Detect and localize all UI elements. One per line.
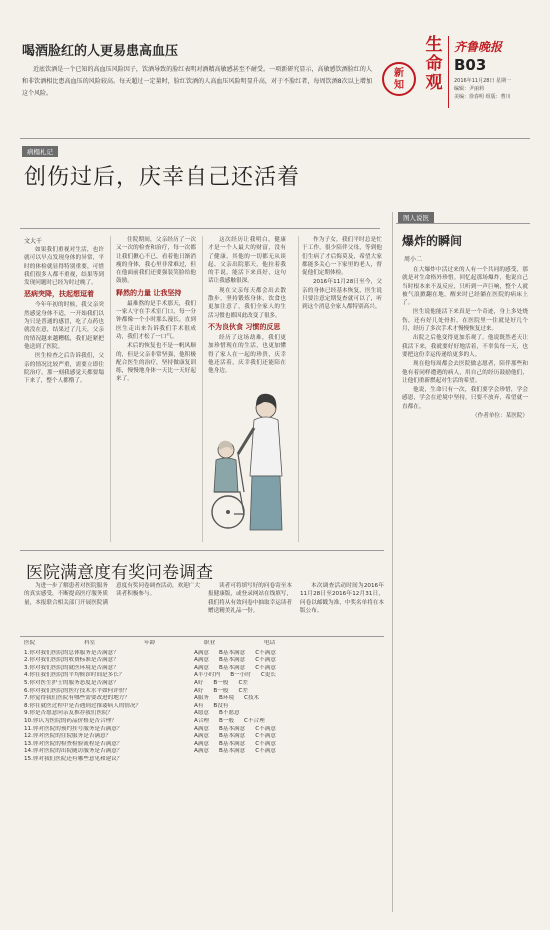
feature-author: 文大千 — [24, 238, 43, 245]
designer-credit: 美编：徐春明 组版：曹川 — [454, 94, 511, 100]
survey-question-row — [24, 703, 384, 711]
survey-question-row — [24, 665, 384, 673]
survey-question-row — [24, 748, 384, 756]
survey-question-text: 8.你在就医过程中是否遇到过推诿病人的情况？ — [24, 702, 142, 709]
survey-option[interactable]: B基本满意 — [219, 649, 246, 656]
issue-date: 2016年11月28日 星期一 — [454, 78, 512, 84]
survey-question-row — [24, 680, 384, 688]
illustration — [204, 380, 296, 540]
survey-option[interactable]: C不满意 — [255, 664, 276, 671]
survey-question-text: 15.你对我们医院还有哪些意见和建议？ — [24, 755, 123, 762]
photo-feature-headline: 爆炸的瞬间 — [402, 234, 463, 248]
survey-option[interactable]: A满意 — [194, 649, 210, 656]
survey-option[interactable]: C不满意 — [255, 725, 276, 732]
section-tag-essay: 病榻札记 — [22, 146, 58, 157]
masthead — [424, 36, 550, 136]
survey-option[interactable]: B一般 — [213, 679, 229, 686]
survey-question-row — [24, 695, 384, 703]
survey-question-row — [24, 718, 384, 726]
survey-top-rule — [20, 550, 384, 551]
survey-question-text: 12.你对医院的住院服务是否满意？ — [24, 733, 112, 740]
section-tag-photo: 图人说医 — [398, 212, 434, 223]
survey-question-text: 6.你对我们医院的医疗技术水平如何评价？ — [24, 687, 131, 694]
page-number: B03 — [454, 56, 487, 74]
survey-question-row — [24, 710, 384, 718]
survey-question-text: 1.你对我们医院的总体服务是否满意？ — [24, 649, 119, 656]
survey-option[interactable]: B基本满意 — [219, 725, 246, 732]
survey-option[interactable]: C差 — [238, 687, 248, 694]
field-department[interactable]: 科室 — [84, 640, 96, 646]
survey-option[interactable]: B没有 — [213, 702, 229, 709]
feature-column-4: 作为子女，我们平时总是忙于工作，很少陪伴父母，等到他们生病了才后悔莫及，希望大家都能多关心一下家里的老人，督促他们定期体检。 2016年11月28日至今，父亲的身体已经基本恢复，医生说只要注意定期复查就可以了，听到这个消息全家人都特别高兴。 — [302, 237, 382, 311]
survey-headline: 医院满意度有奖问卷调查 — [26, 563, 213, 583]
column-rule — [298, 236, 299, 542]
paper-name: 齐鲁晚报 — [454, 40, 503, 54]
survey-option[interactable]: B基本满意 — [219, 748, 246, 755]
survey-option[interactable]: B不愿意 — [219, 710, 240, 717]
survey-option[interactable]: A好 — [194, 679, 204, 686]
feature-rule — [20, 228, 380, 229]
survey-option[interactable]: A半小时内 — [194, 672, 221, 679]
survey-question-text: 3.你对我们医院的就医环境是否满意？ — [24, 664, 119, 671]
survey-form — [24, 640, 384, 764]
field-phone[interactable]: 电话 — [264, 640, 276, 646]
survey-option[interactable]: A好 — [194, 687, 204, 694]
survey-option[interactable]: B一般 — [219, 717, 235, 724]
survey-question-text: 9.你是否愿意向亲友推荐我们医院？ — [24, 710, 114, 717]
field-hospital[interactable]: 医院 — [24, 640, 36, 646]
survey-question-row — [24, 733, 384, 741]
survey-option[interactable]: B一般 — [213, 687, 229, 694]
survey-option[interactable]: C不满意 — [255, 649, 276, 656]
survey-option[interactable]: C不满意 — [255, 657, 276, 664]
survey-question-text: 7.你觉得我们医院有哪些需要改进的地方？ — [24, 695, 131, 702]
survey-option[interactable]: B基本满意 — [219, 657, 246, 664]
survey-form-rule — [20, 636, 384, 637]
field-occupation[interactable]: 职业 — [204, 640, 216, 646]
feature-subheading-3: 不为良伙食 习惯的反思 — [208, 322, 281, 331]
survey-option[interactable]: B基本满意 — [219, 733, 246, 740]
feature-column-1: 如果我们重视对生活，也许就可以早点发现身体的异常，平时的体检就显得特别重要，可惜我们很多人都不重视，结果等到发现问题时已经为时过晚了。 恶病突降，扶起想逗着 今年年初的时候，我父亲突然感觉身体不适，一开始我们以为只是普通的感冒，吃了点药也就没在意，结果过了几天，父亲的情况越来越糟糕，我们赶紧把他送到了医院。 医生检查之后告诉我们，父亲的情况比较严重，需要立即住院治疗，那一刻我感觉天都要塌下来了，整个人都懵了。 — [24, 247, 104, 385]
masthead-title: 生 命 观 — [425, 35, 443, 93]
sidebar-divider — [392, 212, 393, 912]
column-rule — [202, 236, 203, 542]
survey-question-text: 14.你对医院的出院随访服务是否满意？ — [24, 748, 123, 755]
survey-option[interactable]: C不满意 — [255, 748, 276, 755]
survey-question-text: 2.你对我们医院的收费标准是否满意？ — [24, 657, 119, 664]
survey-option[interactable]: C更长 — [260, 672, 276, 679]
survey-option[interactable]: C差 — [238, 679, 248, 686]
survey-option[interactable]: C不满意 — [255, 740, 276, 747]
masthead-divider — [448, 36, 449, 108]
photo-feature-body: 在大爆炸中活过来的人有一个共同的感受，那就是对生命格外珍惜。回忆起那场爆炸，他说自己当时根本来不及反应，只听到一声巨响，整个人就被气浪掀翻在地，醒来时已经躺在医院的病床上了。 医生说他能活下来真是一个奇迹，身上多处烧伤，还有好几处骨折，在医院里一住就是好几个月，经历了多次手术才慢慢恢复过来。 出院之后他变得更加乐观了，他说既然老天让我活下来，我就要好好地活着，不辜负每一天，也要把这份幸运传递给更多的人。 现在他每周都会去医院做志愿者，陪伴那些和他有着同样遭遇的病人，用自己的经历鼓励他们，让他们重新燃起对生活的希望。 他说，生命只有一次，我们要学会珍惜，学会感恩，学会在逆境中坚持，只要不放弃，希望就一直都在。 （作者单位：某医院） — [402, 267, 528, 420]
survey-question-row — [24, 650, 384, 658]
field-age[interactable]: 年龄 — [144, 640, 156, 646]
survey-option[interactable]: A满意 — [194, 664, 210, 671]
survey-option[interactable]: B环境 — [219, 695, 235, 702]
survey-option[interactable]: B基本满意 — [219, 664, 246, 671]
survey-question-text: 13.你对医院的检查检验流程是否满意？ — [24, 740, 123, 747]
survey-option[interactable]: B一小时 — [230, 672, 251, 679]
survey-option[interactable]: A服务 — [194, 695, 210, 702]
survey-header-row — [24, 640, 384, 648]
survey-option[interactable]: C技术 — [244, 695, 260, 702]
survey-option[interactable]: A满意 — [194, 740, 210, 747]
survey-question-row — [24, 741, 384, 749]
survey-question-row — [24, 672, 384, 680]
survey-option[interactable]: C不满意 — [255, 733, 276, 740]
top-article-headline: 喝酒脸红的人更易患高血压 — [22, 44, 179, 59]
top-article-body — [22, 64, 372, 101]
survey-question-list — [24, 650, 384, 764]
survey-intro: 为进一步了解患者对医院服务的真实感受，不断提高医疗服务质量，本报联合相关部门开展医院满意度有奖问卷调查活动，欢迎广大读者积极参与。 读者可将填写好的问卷寄至本报健康版，或登录网站在线填写，我们将从有效问卷中抽取幸运读者赠送精美礼品一份。 本次调查活动时间为2016年11月28日至2016年12月31日，问卷以邮戳为准，中奖名单将在本版公布。 — [24, 583, 384, 614]
feature-column-3: 这次经历让我明白，健康才是一个人最大的财富，没有了健康，其他的一切都无从谈起。父亲出院那天，他拉着我的手说，能活下来真好，这句话让我感触很深。 现在父亲每天都会出去散散步，坚持锻炼身体，饮食也更加注意了，我们全家人的生活习惯也都因此改变了很多。 不为良伙食 习惯的反思 经历了这场劫难，我们更加珍惜现在的生活，也更加懂得了家人在一起的珍贵，庆幸他还活着，庆幸我们还能陪在他身边。 — [208, 237, 286, 375]
survey-option[interactable]: C不合理 — [244, 717, 265, 724]
survey-question-row — [24, 657, 384, 665]
survey-question-row — [24, 688, 384, 696]
survey-option[interactable]: A满意 — [194, 748, 210, 755]
survey-option[interactable]: A愿意 — [194, 710, 210, 717]
survey-option[interactable]: A有 — [194, 702, 204, 709]
survey-option[interactable]: A满意 — [194, 733, 210, 740]
feature-column-2: 住院期间，父亲经历了一次又一次的检查和治疗，每一次都让我们揪心不已，看着他日渐消瘦的身体，我心里非常难过，但在他面前我们还要强装笑脸给他鼓励。 释然的力量 让我坚持 最难熬的是手术那天，我们一家人守在手术室门口，每一分钟都像一个小时那么漫长，直到医生走出来告诉我们手术很成功，我们才松了一口气。 术后的恢复也不是一帆风顺的，但是父亲非常坚强，他积极配合医生的治疗，坚持做康复训练，慢慢地身体一天比一天好起来了。 — [116, 237, 196, 383]
xin-zhi-badge: 新 知 — [382, 62, 416, 96]
survey-option[interactable]: A满意 — [194, 657, 210, 664]
column-rule — [110, 236, 111, 542]
survey-question-row — [24, 726, 384, 734]
survey-question-text: 5.你对医生护士的服务态度是否满意？ — [24, 679, 119, 686]
section-divider — [20, 138, 530, 139]
photo-feature-credit: （作者单位：某医院） — [472, 413, 528, 420]
feature-subheading-2: 释然的力量 让我坚持 — [116, 288, 182, 297]
feature-headline: 创伤过后，庆幸自己还活着 — [24, 165, 301, 190]
feature-subheading-1: 恶病突降，扶起想逗着 — [24, 290, 94, 299]
survey-option[interactable]: A满意 — [194, 725, 210, 732]
photo-feature-author: 周小二 — [404, 256, 423, 263]
sidebar-rule — [396, 223, 530, 224]
survey-question-text: 10.你认为医院的药品价格是否合理？ — [24, 717, 117, 724]
survey-option[interactable]: A合理 — [194, 717, 210, 724]
caregiver-wheelchair-illustration — [204, 380, 296, 540]
survey-question-text: 4.你在我们医院的平均候诊时间是多长？ — [24, 672, 125, 679]
survey-question-row — [24, 756, 384, 764]
editor-credit: 编辑：尹丽莉 — [454, 86, 485, 92]
survey-question-text: 11.你对医院的预约挂号服务是否满意？ — [24, 725, 123, 732]
top-article-paragraph: 近底饮酒是一个已知的高血压风险因子，饮酒导致的脸红表明对酒精高敏感甚至不耐受。一项新研究显示，高敏感饮酒脸红的人和非饮酒相比患高血压的风险较高。每天超过一定量时，脸红饮酒的人高血压风险明显升高，对于不脸红者，每周饮酒8次以上增加这个风险。 — [22, 66, 372, 97]
survey-option[interactable]: B基本满意 — [219, 740, 246, 747]
